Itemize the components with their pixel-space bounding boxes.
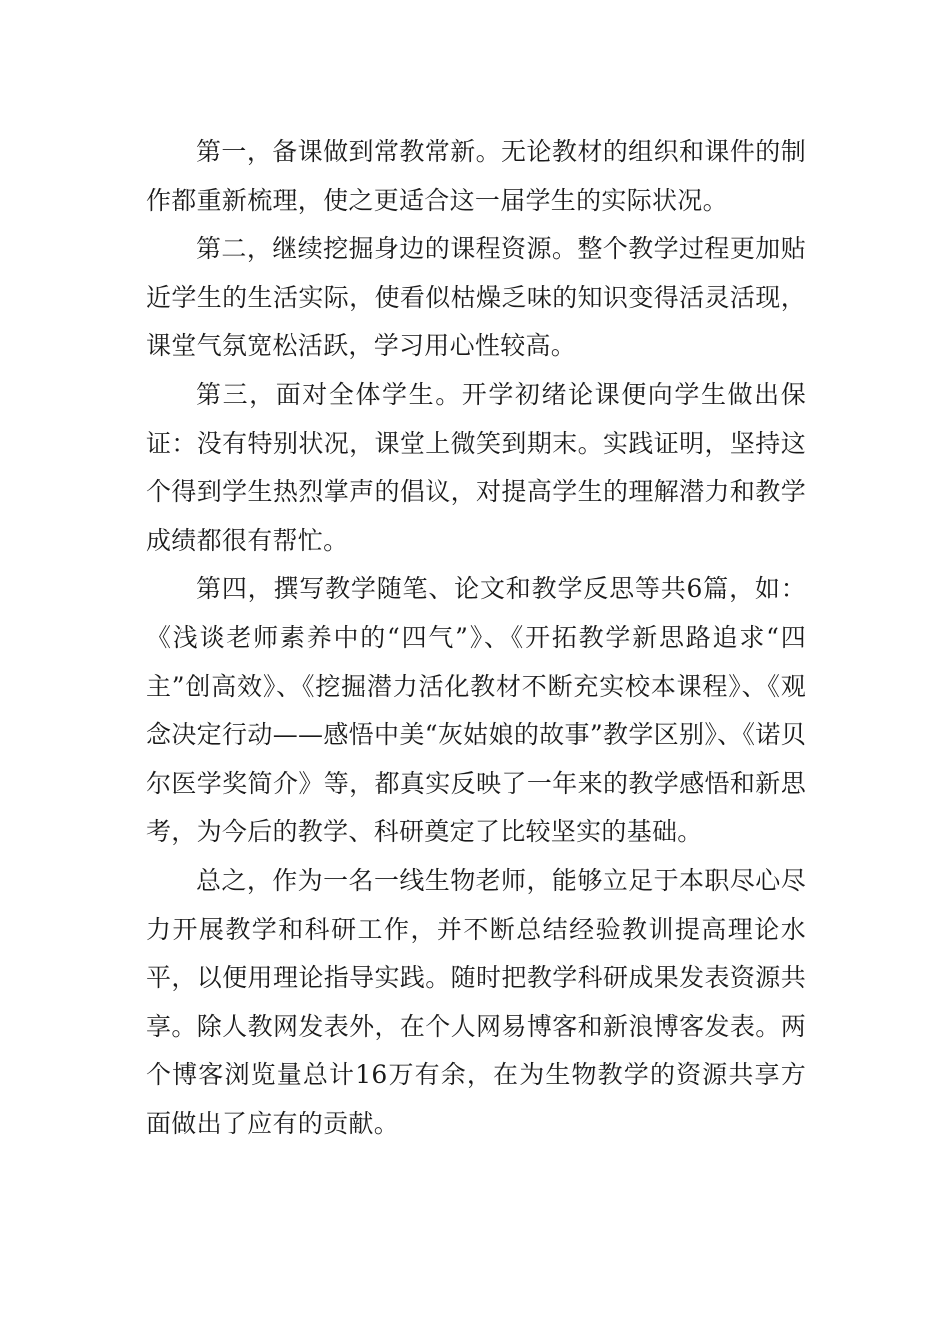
paragraph-summary: 总之，作为一名一线生物老师，能够立足于本职尽心尽力开展教学和科研工作，并不断总结经验教训提高理论水平，以便用理论指导实践。随时把教学科研成果发表资源共享。除人教网发表外，在个人网易博客和新浪博客发表。两个博客浏览量总计16万有余，在为生物教学的资源共享方面做出了应有的贡献。 <box>146 865 806 1138</box>
paragraph-fourth: 第四，撰写教学随笔、论文和教学反思等共6篇，如：《浅谈老师素养中的“四气”》、《开拓教学新思路追求“四主”创高效》、《挖掘潜力活化教材不断充实校本课程》、《观念决定行动——感悟中美“灰姑娘的故事”教学区别》、《诺贝尔医学奖简介》等，都真实反映了一年来的教学感悟和新思考，为今后的教学、科研奠定了比较坚实的基础。 <box>146 574 806 847</box>
paragraph-first: 第一，备课做到常教常新。无论教材的组织和课件的制作都重新梳理，使之更适合这一届学生的实际状况。 <box>146 137 806 215</box>
paragraph-second: 第二，继续挖掘身边的课程资源。整个教学过程更加贴近学生的生活实际，使看似枯燥乏味的知识变得活灵活现，课堂气氛宽松活跃，学习用心性较高。 <box>146 234 806 361</box>
document-body <box>146 128 806 1148</box>
paragraph-third: 第三，面对全体学生。开学初绪论课便向学生做出保证：没有特别状况，课堂上微笑到期末。实践证明，坚持这个得到学生热烈掌声的倡议，对提高学生的理解潜力和教学成绩都很有帮忙。 <box>146 379 806 555</box>
